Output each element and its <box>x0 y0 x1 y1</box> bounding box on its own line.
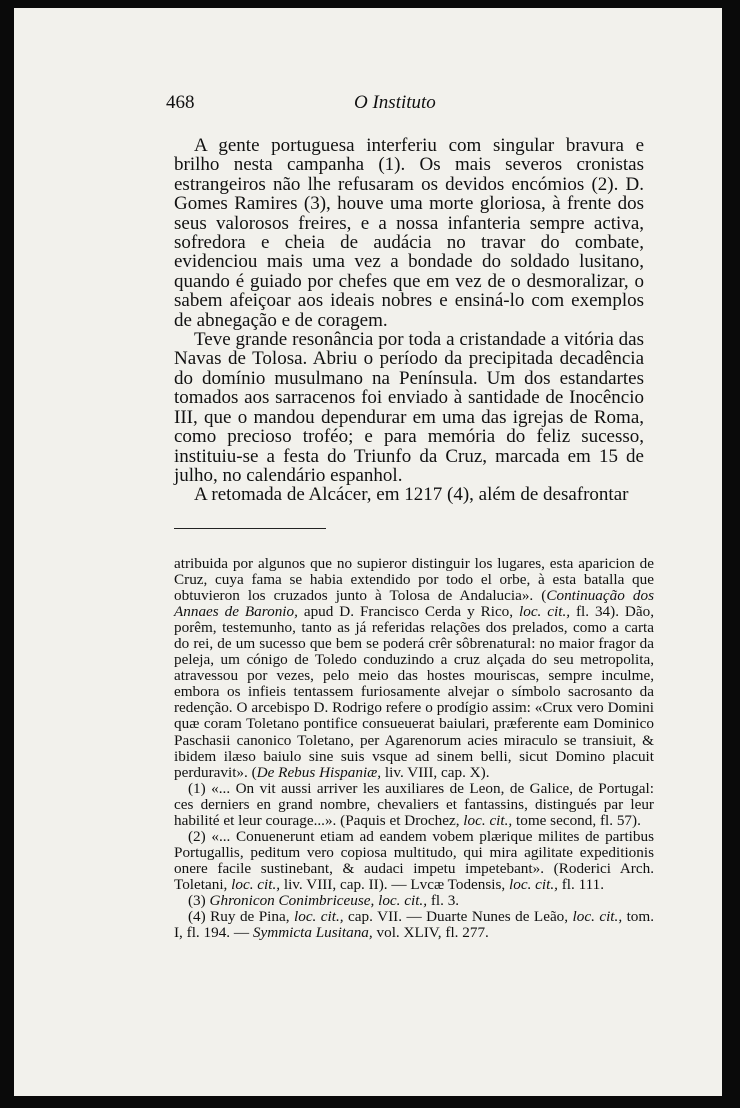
footnotes <box>174 556 654 941</box>
footnote-source-title: Continuação dos Annaes de Baronio, <box>174 587 654 621</box>
paragraph-3: A retomada de Alcácer, em 1217 (4), além de desafrontar <box>194 484 629 506</box>
footnote-loc-cit: loc. cit., <box>519 603 571 621</box>
footnote-text: atribuida por algunos que no supieror distinguir los lugares, esta aparicion de Cruz, cuya fama se habia extendido por todo el orbe, à esta batalla que obtuvieron los cruzados junto à Tolosa de Andalucia». ( <box>174 555 654 605</box>
footnote-separator <box>174 528 326 529</box>
footnote-text: liv. VIII, cap. II). — Lvcæ Todensis, <box>280 875 510 893</box>
footnote-text: (3) <box>188 891 210 909</box>
footnote-loc-cit: loc. cit., <box>231 875 281 893</box>
footnote-text: liv. VIII, cap. X). <box>381 763 490 781</box>
footnote-4 <box>174 909 654 941</box>
footnote-text: apud D. Francisco Cerda y Rico, <box>297 603 519 621</box>
footnote-1 <box>174 781 654 829</box>
footnote-source-title: Ghronicon Conimbriceuse, loc. cit., <box>209 891 428 909</box>
paragraph-2: Teve grande resonância por toda a cristandade a vitória das Navas de Tolosa. Abriu o período da precipitada decadência do domínio musulmano na Península. Um dos estandartes tomados aos sarracenos foi enviado à santidade de Inocêncio III, que o mandou dependurar em uma das igrejas de Roma, como precioso troféo; e para memória do feliz sucesso, instituiu-se a festa do Triunfo da Cruz, marcada em 15 de julho, no calendário espanhol. <box>174 329 644 486</box>
footnote-text: (4) Ruy de Pina, <box>188 908 294 926</box>
footnote-loc-cit: loc. cit., <box>509 875 558 893</box>
footnote-text: fl. 111. <box>557 875 605 893</box>
footnote-text: tome second, fl. 57). <box>512 811 641 829</box>
main-text <box>174 136 644 505</box>
footnote-text: fl. 34). Dão, porêm, testemunho, tanto as já referidas relações dos prelados, como a carta do rei, de um sucesso que bem se poderá crêr sôbrenatural: no maior fragor da peleja, um cónigo de Toledo conduzindo a cruz alçada do seu metropolita, atravessou por vezes, pelo meio das hostes mouriscas, sempre inculme, embora os infieis tentassem furiosamente alvejar o símbolo sacrosanto da redenção. O arcebispo D. Rodrigo refere o prodígio assim: «Crux vero Domini quæ coram Toletano pontifice consueuerat baiulari, præferente eam Dominico Paschasii canonico Toletano, per Agarenorum acies miraculo se transiuit, & ibidem ilæso baiulo sine suis vsque ad sinem belli, sicut Domino placuit perduravit». ( <box>174 603 655 781</box>
footnote-2 <box>174 829 654 893</box>
footnote-loc-cit: loc. cit., <box>294 908 344 926</box>
running-title: O Instituto <box>354 92 436 113</box>
footnote-text: tom. I, fl. 194. — <box>174 908 655 942</box>
footnote-source-title: De Rebus Hispaniæ, <box>256 763 382 781</box>
footnote-loc-cit: loc. cit., <box>572 908 623 926</box>
footnote-text: fl. 3. <box>427 891 460 909</box>
footnote-text: cap. VII. — Duarte Nunes de Leão, <box>343 908 573 926</box>
footnote-text: vol. XLIV, fl. 277. <box>372 924 489 942</box>
footnote-text: (2) «... Conuenerunt etiam ad eandem vobem plærique milites de partibus Portugallis, peditum vero copiosa multitudo, qui mira agilitate expeditionis onere facile sustinebant, & audaci impetu impetebant». (Roderici Arch. Toletani, <box>174 827 654 893</box>
book-page <box>14 8 722 1096</box>
footnote-source-title: Symmicta Lusitana, <box>252 924 373 942</box>
footnote-text: (1) «... On vit aussi arriver les auxiliares de Leon, de Galice, de Portugal: ces derniers en grand nombre, chevaliers et fantassins, distingués par leur habilité et leur courage...». (Paquis et Drochez, <box>174 779 654 829</box>
footnote-3 <box>174 893 654 909</box>
paragraph-1: A gente portuguesa interferiu com singular bravura e brilho nesta campanha (1). Os mais severos cronistas estrangeiros não lhe refusaram os devidos encómios (2). D. Gomes Ramires (3), houve uma morte gloriosa, à frente dos seus valorosos freires, e a nossa infanteria sempre activa, sofredora e cheia de audácia no travar do combate, evidenciou mais uma vez a bondade do soldado lusitano, quando é guiado por chefes que em vez de o desmoralizar, o sabem afeiçoar aos ideais nobres e ensiná-lo com exemplos de abnegação e de coragem. <box>174 135 644 331</box>
footnote-continuation <box>174 556 654 781</box>
footnote-loc-cit: loc. cit., <box>463 811 513 829</box>
page-number: 468 <box>166 92 195 113</box>
page-header <box>166 92 666 116</box>
